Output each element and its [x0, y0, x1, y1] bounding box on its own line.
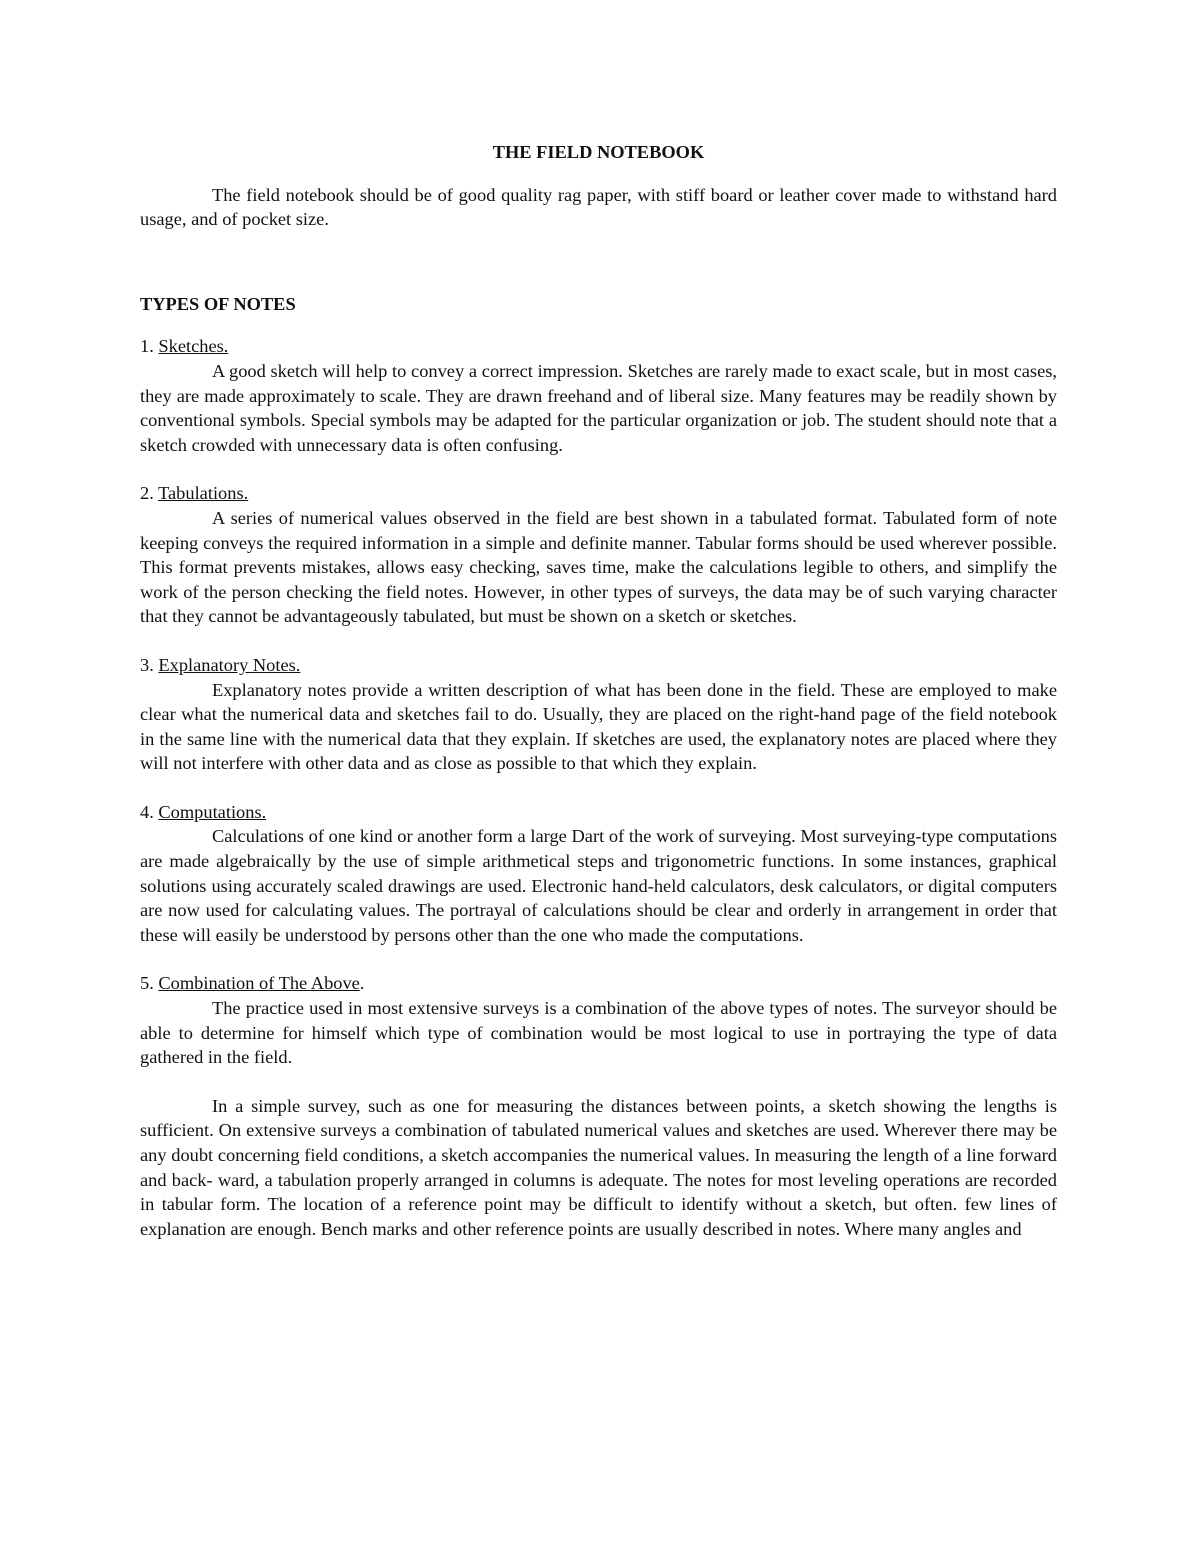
document-title: THE FIELD NOTEBOOK [492, 142, 705, 162]
item-body: Explanatory notes provide a written description of what has been done in the field. These are employed to make clear what the numerical data and sketches fail to do. Usually, they are placed on the right-hand page of the field notebook in the same line with the numerical data that they explain. If sketches are used, the explanatory notes are placed where they will not interfere with other data and as close as possible to that which they explain. [140, 679, 1057, 774]
item-label: Explanatory Notes. [158, 654, 301, 675]
item-heading [140, 481, 1057, 506]
intro-paragraph: The field notebook should be of good quality rag paper, with stiff board or leather cover made to withstand hard usage, and of pocket size. [140, 184, 1057, 230]
item-body: A good sketch will help to convey a correct impression. Sketches are rarely made to exact scale, but in most cases, they are made approximately to scale. They are drawn freehand and of liberal size. Many features may be readily shown by conventional symbols. Special symbols may be adapted for the particular organization or job. The student should note that a sketch crowded with unnecessary data is often confusing. [140, 360, 1057, 455]
document-page [140, 140, 1057, 1241]
item-number: 5. [140, 973, 154, 994]
item-label: Sketches. [158, 336, 229, 357]
item-number: 4. [140, 801, 154, 822]
note-type-combination [140, 971, 1057, 1069]
item-label-trail: . [359, 973, 365, 994]
item-body: A series of numerical values observed in the field are best shown in a tabulated format. Tabulated form of note keeping conveys the required information in a simple and definite manner. Tabular forms should be used wherever possible. This format prevents mistakes, allows easy checking, saves time, make the calculations legible to others, and simplify the work of the person checking the field notes. However, in other types of surveys, the data may be of such varying character that they cannot be advantageously tabulated, but must be shown on a sketch or sketches. [140, 507, 1057, 627]
item-label: Combination of The Above [158, 973, 360, 994]
item-body: Calculations of one kind or another form a large Dart of the work of surveying. Most surveying-type computations are made algebraically by the use of simple arithmetical steps and trigonometric functions. In some instances, graphical solutions using accurately scaled drawings are used. Electronic hand-held calculators, desk calculators, or digital computers are now used for calculating values. The portrayal of calculations should be clear and orderly in arrangement in order that these will easily be understood by persons other than the one who made the computations. [140, 826, 1057, 945]
item-number: 2. [140, 483, 154, 504]
section-heading-types-of-notes: TYPES OF NOTES [140, 293, 296, 314]
item-body: The practice used in most extensive surveys is a combination of the above types of notes. The surveyor should be able to determine for himself which type of combination would be most logical to use in portraying the type of data gathered in the field. [140, 998, 1057, 1068]
item-heading [140, 653, 1057, 678]
item-number: 3. [140, 654, 154, 675]
item-heading [140, 334, 1057, 359]
note-type-tabulations [140, 481, 1057, 629]
closing-paragraph: In a simple survey, such as one for measuring the distances between points, a sketch showing the lengths is sufficient. On extensive surveys a combination of tabulated numerical values and sketches are used. Wherever there may be any doubt concerning field conditions, a sketch accompanies the numerical values. In measuring the length of a line forward and back- ward, a tabulation properly arranged in columns is adequate. The notes for most leveling operations are recorded in tabular form. The location of a reference point may be difficult to identify without a sketch, but often. few lines of explanation are enough. Bench marks and other reference points are usually described in notes. Where many angles and [140, 1095, 1057, 1239]
note-type-sketches [140, 334, 1057, 457]
note-type-explanatory-notes [140, 653, 1057, 776]
note-type-computations [140, 800, 1057, 948]
item-label: Computations. [158, 801, 267, 822]
item-number: 1. [140, 336, 154, 357]
item-heading [140, 971, 1057, 996]
item-label: Tabulations. [158, 483, 249, 504]
item-heading [140, 800, 1057, 825]
